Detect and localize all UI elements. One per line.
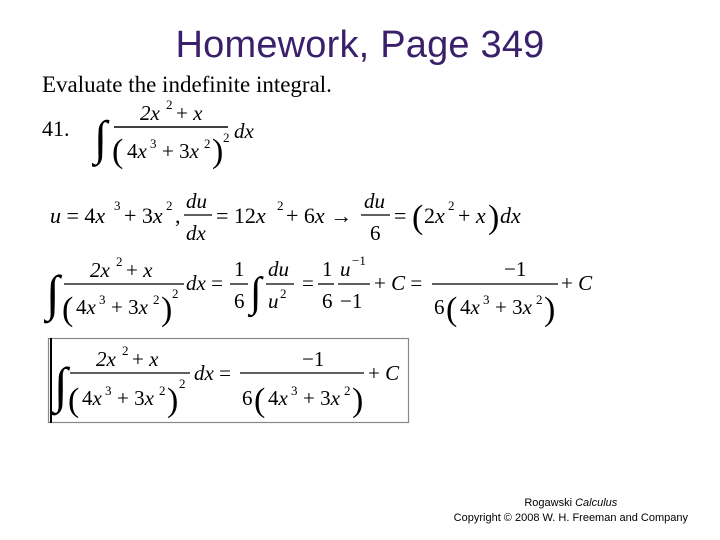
svg-text:2x: 2x (90, 258, 110, 282)
credit-book: Calculus (575, 497, 618, 509)
svg-text:2: 2 (344, 383, 351, 398)
credit-author: Rogawski (524, 497, 576, 509)
credit-line-1 (454, 496, 688, 511)
svg-text:+ x: + x (176, 101, 203, 125)
svg-text:): ) (167, 382, 179, 419)
svg-text:du: du (364, 189, 385, 213)
svg-text:−1: −1 (302, 347, 325, 371)
problem-number: 41. (42, 116, 70, 141)
svg-text:u: u (268, 289, 279, 313)
svg-text:3: 3 (150, 136, 157, 151)
svg-text:4x: 4x (82, 386, 102, 410)
svg-text:dx =: dx = (194, 361, 231, 385)
svg-text:=: = (302, 271, 314, 295)
svg-text:3: 3 (114, 198, 121, 213)
svg-text:∫: ∫ (250, 270, 262, 316)
svg-text:+ 6x →: + 6x → (286, 203, 353, 228)
svg-text:6: 6 (322, 289, 333, 313)
svg-text:2: 2 (166, 198, 173, 213)
svg-text:1: 1 (234, 257, 245, 281)
svg-text:+ 3x: + 3x (124, 203, 163, 228)
svg-text:3: 3 (483, 292, 490, 307)
svg-text:du: du (268, 257, 289, 281)
svg-text:2: 2 (204, 136, 211, 151)
svg-text:∫: ∫ (54, 357, 68, 413)
svg-text:2: 2 (166, 97, 173, 112)
svg-text:6: 6 (370, 221, 381, 245)
svg-text:= 12x: = 12x (216, 203, 266, 228)
svg-text:+ x: + x (132, 347, 159, 371)
svg-text:2: 2 (153, 292, 160, 307)
svg-text:(: ( (412, 199, 424, 236)
problem-prompt: Evaluate the indefinite integral. (42, 72, 332, 97)
svg-text:−1: −1 (352, 254, 366, 268)
credit-line-2: Copyright © 2008 W. H. Freeman and Company (453, 512, 688, 524)
slide-title: Homework, Page 349 (175, 24, 545, 66)
svg-text:3: 3 (291, 383, 298, 398)
svg-text:+ 3x: + 3x (495, 295, 532, 319)
problem-integral (92, 96, 292, 174)
svg-text:2: 2 (280, 286, 287, 301)
svg-text:2: 2 (172, 286, 179, 301)
svg-text:): ) (488, 199, 500, 236)
svg-text:+ C =: + C = (374, 271, 423, 295)
svg-text:6: 6 (234, 289, 245, 313)
svg-text:dx: dx (234, 119, 254, 143)
svg-text:2x: 2x (424, 203, 445, 228)
copyright-credit (454, 496, 688, 526)
svg-text:du: du (186, 189, 207, 213)
svg-text:2: 2 (159, 383, 166, 398)
svg-text:+ 3x: + 3x (111, 295, 148, 319)
svg-text:2: 2 (448, 198, 455, 213)
svg-text:u = 4x: u = 4x (50, 203, 106, 228)
svg-text:,: , (175, 203, 181, 228)
svg-text:4x: 4x (268, 386, 288, 410)
svg-text:4x: 4x (460, 295, 480, 319)
svg-text:4x: 4x (76, 295, 96, 319)
svg-text:(: ( (446, 291, 458, 328)
svg-text:+ x: + x (126, 258, 153, 282)
svg-text:u: u (340, 257, 351, 281)
svg-text:6: 6 (242, 386, 253, 410)
svg-text:=: = (394, 203, 407, 228)
svg-text:2: 2 (536, 292, 543, 307)
final-answer-box (46, 336, 412, 426)
svg-text:1: 1 (322, 257, 333, 281)
svg-text:dx: dx (186, 221, 206, 245)
evaluation-line (44, 254, 604, 332)
svg-text:∫: ∫ (94, 112, 108, 165)
svg-text:2: 2 (122, 343, 129, 358)
svg-text:+ 3x: + 3x (117, 386, 154, 410)
svg-text:2: 2 (179, 376, 186, 391)
substitution-line (48, 186, 538, 248)
svg-text:−1: −1 (340, 289, 363, 313)
svg-text:2: 2 (116, 254, 123, 269)
svg-text:2: 2 (277, 198, 284, 213)
svg-text:∫: ∫ (46, 265, 60, 321)
svg-text:2x: 2x (96, 347, 116, 371)
svg-text:(: ( (112, 133, 124, 170)
svg-text:): ) (212, 133, 224, 170)
svg-text:): ) (544, 291, 556, 328)
svg-text:3: 3 (99, 292, 106, 307)
svg-text:dx: dx (500, 203, 521, 228)
svg-text:dx =: dx = (186, 271, 223, 295)
svg-text:+ 3x: + 3x (303, 386, 340, 410)
svg-text:2: 2 (223, 130, 230, 145)
svg-text:+ C: + C (368, 361, 400, 385)
svg-text:(: ( (68, 382, 80, 419)
svg-text:): ) (352, 382, 364, 419)
svg-text:+ x: + x (458, 203, 486, 228)
svg-text:3: 3 (105, 383, 112, 398)
svg-text:2x: 2x (140, 101, 160, 125)
svg-text:+ C: + C (561, 271, 593, 295)
svg-text:−1: −1 (504, 257, 527, 281)
svg-text:6: 6 (434, 295, 445, 319)
svg-text:): ) (161, 291, 173, 328)
svg-text:+ 3x: + 3x (162, 139, 199, 163)
svg-text:4x: 4x (127, 139, 147, 163)
svg-text:(: ( (62, 291, 74, 328)
svg-text:(: ( (254, 382, 266, 419)
